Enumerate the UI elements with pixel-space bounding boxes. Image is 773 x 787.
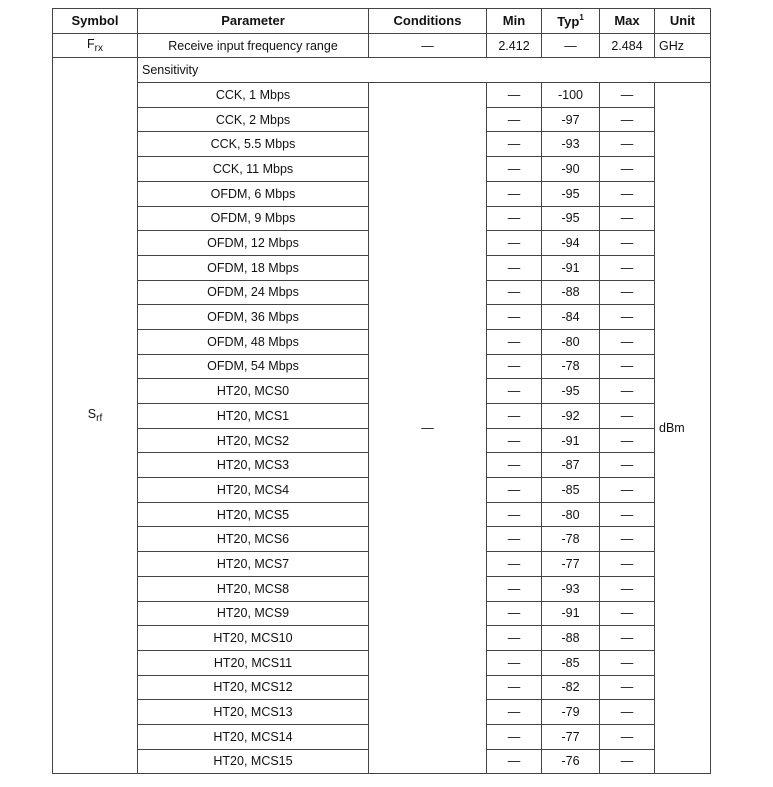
rate-max: — <box>600 206 655 231</box>
rate-max: — <box>600 255 655 280</box>
spec-table <box>52 8 711 774</box>
rate-min: — <box>487 453 542 478</box>
frx-typ: — <box>542 33 600 58</box>
rate-typ: -80 <box>542 329 600 354</box>
rate-max: — <box>600 675 655 700</box>
rate-min: — <box>487 502 542 527</box>
rate-max: — <box>600 107 655 132</box>
frx-parameter: Receive input frequency range <box>138 33 369 58</box>
header-typ-label: Typ <box>557 13 580 29</box>
rate-typ: -85 <box>542 478 600 503</box>
header-symbol: Symbol <box>53 9 138 34</box>
header-typ <box>542 9 600 34</box>
rate-max: — <box>600 650 655 675</box>
rate-typ: -95 <box>542 206 600 231</box>
rate-min: — <box>487 280 542 305</box>
rate-min: — <box>487 478 542 503</box>
rate-max: — <box>600 453 655 478</box>
rate-min: — <box>487 255 542 280</box>
srf-row <box>53 58 711 83</box>
rate-typ: -91 <box>542 601 600 626</box>
rate-name: HT20, MCS4 <box>138 478 369 503</box>
rate-typ: -82 <box>542 675 600 700</box>
rate-min: — <box>487 428 542 453</box>
rate-typ: -91 <box>542 428 600 453</box>
rate-typ: -80 <box>542 502 600 527</box>
rate-min: — <box>487 552 542 577</box>
rate-name: HT20, MCS11 <box>138 650 369 675</box>
frx-min: 2.412 <box>487 33 542 58</box>
rate-typ: -88 <box>542 280 600 305</box>
header-max: Max <box>600 9 655 34</box>
sensitivity-row <box>53 83 711 108</box>
rate-min: — <box>487 650 542 675</box>
rate-name: CCK, 11 Mbps <box>138 157 369 182</box>
rate-max: — <box>600 181 655 206</box>
rate-max: — <box>600 379 655 404</box>
rate-min: — <box>487 83 542 108</box>
srf-symbol <box>53 58 138 774</box>
rate-min: — <box>487 675 542 700</box>
rate-typ: -97 <box>542 107 600 132</box>
rate-name: OFDM, 9 Mbps <box>138 206 369 231</box>
rate-min: — <box>487 107 542 132</box>
rate-min: — <box>487 206 542 231</box>
rate-max: — <box>600 576 655 601</box>
frx-symbol-sub: rx <box>94 43 103 55</box>
rate-name: HT20, MCS7 <box>138 552 369 577</box>
rate-min: — <box>487 601 542 626</box>
frx-conditions: — <box>369 33 487 58</box>
rate-min: — <box>487 181 542 206</box>
header-min: Min <box>487 9 542 34</box>
rate-max: — <box>600 305 655 330</box>
rate-typ: -90 <box>542 157 600 182</box>
header-unit: Unit <box>655 9 711 34</box>
rate-min: — <box>487 132 542 157</box>
rate-name: HT20, MCS13 <box>138 700 369 725</box>
rate-max: — <box>600 83 655 108</box>
rate-name: CCK, 1 Mbps <box>138 83 369 108</box>
rate-name: HT20, MCS0 <box>138 379 369 404</box>
rate-typ: -94 <box>542 231 600 256</box>
rate-max: — <box>600 428 655 453</box>
rate-max: — <box>600 527 655 552</box>
rate-max: — <box>600 478 655 503</box>
rate-name: OFDM, 6 Mbps <box>138 181 369 206</box>
rate-min: — <box>487 305 542 330</box>
rate-max: — <box>600 749 655 774</box>
rate-typ: -77 <box>542 552 600 577</box>
rate-name: OFDM, 36 Mbps <box>138 305 369 330</box>
sensitivity-unit: dBm <box>655 83 711 774</box>
rate-typ: -78 <box>542 527 600 552</box>
rate-max: — <box>600 157 655 182</box>
rate-min: — <box>487 749 542 774</box>
rate-typ: -95 <box>542 379 600 404</box>
rate-typ: -77 <box>542 724 600 749</box>
rate-name: OFDM, 12 Mbps <box>138 231 369 256</box>
rate-max: — <box>600 601 655 626</box>
rate-min: — <box>487 626 542 651</box>
rate-name: HT20, MCS8 <box>138 576 369 601</box>
rate-typ: -88 <box>542 626 600 651</box>
rate-name: HT20, MCS10 <box>138 626 369 651</box>
rate-min: — <box>487 576 542 601</box>
header-conditions: Conditions <box>369 9 487 34</box>
header-row <box>53 9 711 34</box>
rate-max: — <box>600 404 655 429</box>
rate-typ: -100 <box>542 83 600 108</box>
rate-name: HT20, MCS6 <box>138 527 369 552</box>
rate-name: CCK, 2 Mbps <box>138 107 369 132</box>
rate-typ: -91 <box>542 255 600 280</box>
rate-name: HT20, MCS9 <box>138 601 369 626</box>
srf-symbol-sub: rf <box>96 413 103 425</box>
frx-max: 2.484 <box>600 33 655 58</box>
frx-row <box>53 33 711 58</box>
rate-max: — <box>600 502 655 527</box>
rate-max: — <box>600 552 655 577</box>
rate-min: — <box>487 354 542 379</box>
srf-symbol-main: S <box>87 407 97 422</box>
rate-typ: -78 <box>542 354 600 379</box>
rate-name: HT20, MCS14 <box>138 724 369 749</box>
rate-name: OFDM, 48 Mbps <box>138 329 369 354</box>
rate-name: OFDM, 18 Mbps <box>138 255 369 280</box>
rate-typ: -93 <box>542 576 600 601</box>
rate-name: HT20, MCS2 <box>138 428 369 453</box>
rate-name: HT20, MCS12 <box>138 675 369 700</box>
header-parameter: Parameter <box>138 9 369 34</box>
rate-max: — <box>600 231 655 256</box>
rate-max: — <box>600 724 655 749</box>
frx-unit: GHz <box>655 33 711 58</box>
rate-max: — <box>600 626 655 651</box>
frx-symbol-main: F <box>87 37 95 52</box>
rate-max: — <box>600 329 655 354</box>
rate-name: CCK, 5.5 Mbps <box>138 132 369 157</box>
rate-name: OFDM, 24 Mbps <box>138 280 369 305</box>
rate-min: — <box>487 379 542 404</box>
rate-typ: -93 <box>542 132 600 157</box>
rate-min: — <box>487 329 542 354</box>
rate-typ: -92 <box>542 404 600 429</box>
frx-symbol <box>53 33 138 58</box>
rate-typ: -79 <box>542 700 600 725</box>
rate-name: HT20, MCS1 <box>138 404 369 429</box>
header-typ-footnote: 1 <box>579 12 584 22</box>
rate-typ: -85 <box>542 650 600 675</box>
rate-min: — <box>487 527 542 552</box>
rate-name: OFDM, 54 Mbps <box>138 354 369 379</box>
rate-min: — <box>487 157 542 182</box>
rate-min: — <box>487 404 542 429</box>
rate-typ: -87 <box>542 453 600 478</box>
rate-max: — <box>600 280 655 305</box>
srf-parameter: Sensitivity <box>138 58 711 83</box>
rate-min: — <box>487 724 542 749</box>
rate-min: — <box>487 231 542 256</box>
rate-max: — <box>600 700 655 725</box>
rate-max: — <box>600 132 655 157</box>
rate-typ: -76 <box>542 749 600 774</box>
rate-typ: -95 <box>542 181 600 206</box>
rate-typ: -84 <box>542 305 600 330</box>
rate-name: HT20, MCS3 <box>138 453 369 478</box>
rate-min: — <box>487 700 542 725</box>
sensitivity-conditions: — <box>369 83 487 774</box>
rate-name: HT20, MCS5 <box>138 502 369 527</box>
rate-max: — <box>600 354 655 379</box>
rate-name: HT20, MCS15 <box>138 749 369 774</box>
